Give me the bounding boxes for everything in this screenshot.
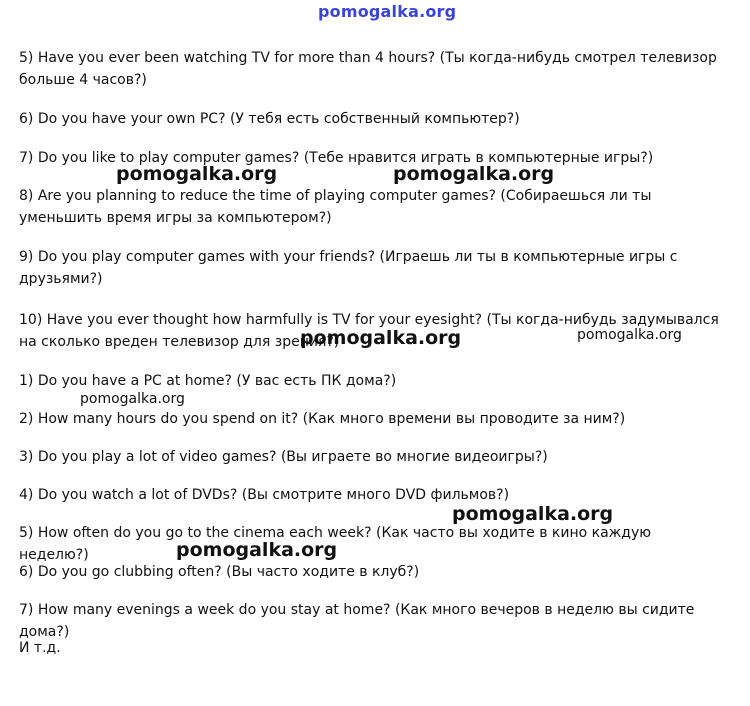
question-line: 4) Do you watch a lot of DVDs? (Вы смотрите много DVD фильмов?) xyxy=(19,487,510,503)
question-line: 7) Do you like to play computer games? (Тебе нравится играть в компьютерные игры?) xyxy=(19,150,654,166)
question-line: 3) Do you play a lot of video games? (Вы играете во многие видеоигры?) xyxy=(19,449,548,465)
question-line: 1) Do you have a PC at home? (У вас есть ПК дома?) xyxy=(19,373,397,389)
question-line: 7) How many evenings a week do you stay at home? (Как много вечеров в неделю вы сидите дома?) xyxy=(19,602,695,640)
watermark-top: pomogalka.org xyxy=(318,2,457,21)
watermark: pomogalka.org xyxy=(300,327,462,349)
question-line: 6) Do you have your own PC? (У тебя есть собственный компьютер?) xyxy=(19,111,520,127)
question-line: 9) Do you play computer games with your friends? (Играешь ли ты в компьютерные игры с друзьями?) xyxy=(19,249,678,287)
question-line: 6) Do you go clubbing often? (Вы часто ходите в клуб?) xyxy=(19,564,420,580)
watermark: pomogalka.org xyxy=(176,539,338,561)
question-line: 5) How often do you go to the cinema each week? (Как часто вы ходите в кино каждую неделю?) xyxy=(19,525,652,563)
watermark: pomogalka.org xyxy=(452,503,614,525)
watermark: pomogalka.org xyxy=(80,391,185,407)
question-line: 2) How many hours do you spend on it? (Как много времени вы проводите за ним?) xyxy=(19,411,626,427)
question-line: 5) Have you ever been watching TV for more than 4 hours? (Ты когда-нибудь смотрел телевизор больше 4 часов?) xyxy=(19,50,717,88)
watermark: pomogalka.org xyxy=(577,327,682,343)
question-line: 8) Are you planning to reduce the time of playing computer games? (Собираешься ли ты уменьшить время игры за компьютером?) xyxy=(19,188,652,226)
watermark: pomogalka.org xyxy=(116,163,278,185)
question-line: 10) Have you ever thought how harmfully is TV for your eyesight? (Ты когда-нибудь задумывался на сколько вреден телевизор для зрения?) xyxy=(19,312,719,350)
question-line: И т.д. xyxy=(19,640,61,656)
watermark: pomogalka.org xyxy=(393,163,555,185)
